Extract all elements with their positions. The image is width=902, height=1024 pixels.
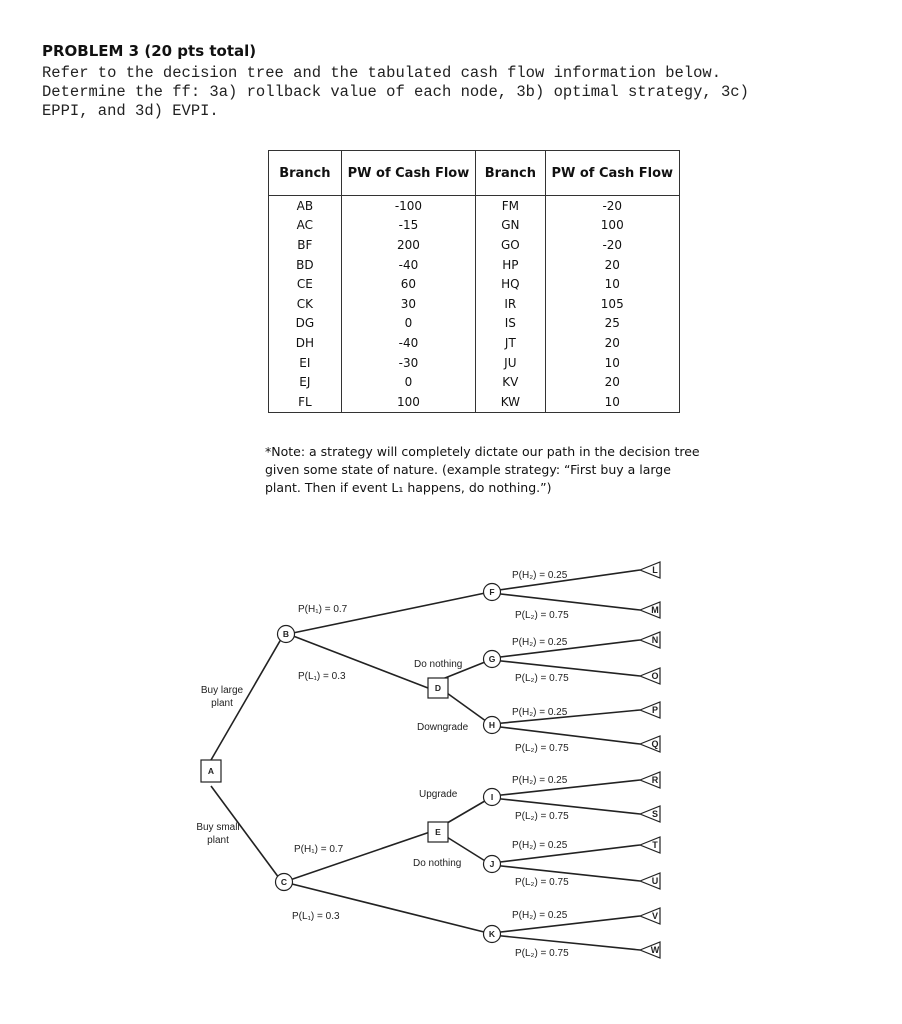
- do-nothing-d-label: Do nothing: [414, 659, 463, 670]
- pw-2-cell: 20: [545, 372, 679, 392]
- prob-l1-c: P(L₁) = 0.3: [292, 911, 340, 922]
- problem-title: PROBLEM 3 (20 pts total): [42, 42, 257, 60]
- buy-small-label-2: plant: [207, 835, 229, 846]
- svg-text:T: T: [652, 840, 658, 850]
- terminal-node-t: [640, 837, 660, 853]
- svg-text:S: S: [651, 809, 659, 819]
- prob-h2-j: P(H₂) = 0.25: [512, 840, 568, 851]
- branch-2-cell: JT: [476, 333, 545, 353]
- svg-text:P: P: [651, 705, 659, 715]
- prob-h1-b: P(H₁) = 0.7: [298, 604, 348, 615]
- table-row: [269, 294, 680, 314]
- chance-node-i: [484, 789, 501, 806]
- branch-1-cell: FL: [269, 392, 342, 412]
- table-row: [269, 216, 680, 236]
- terminal-node-r: [640, 772, 660, 788]
- upgrade-label: Upgrade: [419, 789, 458, 800]
- svg-text:J: J: [489, 859, 495, 869]
- buy-large-label-2: plant: [211, 698, 233, 709]
- pw-1-cell: 0: [341, 314, 475, 334]
- branch-2-cell: HP: [476, 255, 545, 275]
- prob-h1-c: P(H₁) = 0.7: [294, 844, 344, 855]
- branch-1-cell: BD: [269, 255, 342, 275]
- table-row: [269, 392, 680, 412]
- prob-h2-g: P(H₂) = 0.25: [512, 637, 568, 648]
- chance-node-h: [484, 717, 501, 734]
- downgrade-label: Downgrade: [417, 722, 469, 733]
- pw-1-cell: 100: [341, 392, 475, 412]
- chance-node-g: [484, 651, 501, 668]
- pw-1-cell: 200: [341, 235, 475, 255]
- pw-2-cell: 10: [545, 274, 679, 294]
- svg-text:D: D: [434, 683, 442, 693]
- terminal-node-m: [640, 602, 660, 618]
- chance-node-j: [484, 856, 501, 873]
- table-row: [269, 314, 680, 334]
- branch-2-cell: IS: [476, 314, 545, 334]
- table-row: [269, 372, 680, 392]
- svg-text:O: O: [651, 671, 659, 681]
- svg-text:Q: Q: [651, 739, 659, 749]
- terminal-node-n: [640, 632, 660, 648]
- pw-2-cell: -20: [545, 235, 679, 255]
- problem-statement: [42, 64, 749, 121]
- prob-l1-b: P(L₁) = 0.3: [298, 671, 346, 682]
- pw-1-cell: 60: [341, 274, 475, 294]
- branch-2-cell: JU: [476, 353, 545, 373]
- problem-line-3: EPPI, and 3d) EVPI.: [42, 102, 219, 120]
- pw-1-cell: -100: [341, 196, 475, 216]
- svg-text:B: B: [282, 629, 290, 639]
- table-body: [269, 196, 680, 413]
- branch-1-cell: DH: [269, 333, 342, 353]
- svg-text:K: K: [488, 929, 496, 939]
- branch-2-cell: KW: [476, 392, 545, 412]
- svg-text:F: F: [489, 587, 495, 597]
- branch-1-cell: CK: [269, 294, 342, 314]
- pw-2-cell: 20: [545, 333, 679, 353]
- pw-1-cell: 0: [341, 372, 475, 392]
- chance-node-c: [276, 874, 293, 891]
- prob-l2-j: P(L₂) = 0.75: [515, 877, 569, 888]
- branch-2-cell: GO: [476, 235, 545, 255]
- terminal-node-o: [640, 668, 660, 684]
- decision-node-e: [428, 822, 448, 842]
- decision-tree: [0, 560, 902, 960]
- svg-text:N: N: [651, 635, 659, 645]
- terminal-node-w: [640, 942, 660, 958]
- decision-node-d: [428, 678, 448, 698]
- pw-2-cell: 10: [545, 353, 679, 373]
- branch-2-cell: GN: [476, 216, 545, 236]
- branch-1-cell: DG: [269, 314, 342, 334]
- terminal-node-s: [640, 806, 660, 822]
- tree-branches: [211, 570, 640, 950]
- branch-2-cell: FM: [476, 196, 545, 216]
- branch-2-cell: IR: [476, 294, 545, 314]
- table-row: [269, 353, 680, 373]
- branch-1-cell: AC: [269, 216, 342, 236]
- svg-text:W: W: [650, 945, 660, 955]
- branch-2-cell: HQ: [476, 274, 545, 294]
- branch-1-cell: BF: [269, 235, 342, 255]
- pw-2-cell: 105: [545, 294, 679, 314]
- chance-node-b: [278, 626, 295, 643]
- strategy-note: *Note: a strategy will completely dictate our path in the decision tree given some state of nature. (example strategy: “First buy a large plant. Then if event L₁ happens, do nothing.”): [265, 444, 700, 495]
- chance-node-k: [484, 926, 501, 943]
- do-nothing-e-label: Do nothing: [413, 858, 462, 869]
- decision-node-a: [201, 760, 221, 782]
- pw-1-cell: 30: [341, 294, 475, 314]
- table-row: [269, 333, 680, 353]
- prob-l2-k: P(L₂) = 0.75: [515, 948, 569, 959]
- prob-l2-i: P(L₂) = 0.75: [515, 811, 569, 822]
- table-header-row: [269, 151, 680, 196]
- pw-2-cell: -20: [545, 196, 679, 216]
- terminal-node-v: [640, 908, 660, 924]
- svg-text:U: U: [651, 876, 659, 886]
- svg-text:V: V: [651, 911, 659, 921]
- problem-line-1: Refer to the decision tree and the tabulated cash flow information below.: [42, 64, 722, 82]
- pw-1-cell: -40: [341, 255, 475, 275]
- svg-text:A: A: [207, 766, 215, 776]
- prob-l2-f: P(L₂) = 0.75: [515, 610, 569, 621]
- prob-h2-f: P(H₂) = 0.25: [512, 570, 568, 581]
- pw-1-cell: -40: [341, 333, 475, 353]
- terminal-node-u: [640, 873, 660, 889]
- svg-text:I: I: [490, 792, 494, 802]
- pw-2-cell: 10: [545, 392, 679, 412]
- svg-text:H: H: [488, 720, 496, 730]
- branch-1-cell: EJ: [269, 372, 342, 392]
- buy-small-label-1: Buy small: [196, 822, 240, 833]
- pw-1-cell: -30: [341, 353, 475, 373]
- prob-l2-h: P(L₂) = 0.75: [515, 743, 569, 754]
- header-pw-2: PW of Cash Flow: [545, 151, 679, 196]
- branch-1-cell: AB: [269, 196, 342, 216]
- pw-2-cell: 100: [545, 216, 679, 236]
- svg-text:E: E: [435, 827, 441, 837]
- terminal-node-p: [640, 702, 660, 718]
- svg-text:M: M: [651, 605, 659, 615]
- prob-h2-h: P(H₂) = 0.25: [512, 707, 568, 718]
- pw-2-cell: 25: [545, 314, 679, 334]
- header-branch-2: Branch: [476, 151, 545, 196]
- prob-h2-i: P(H₂) = 0.25: [512, 775, 568, 786]
- svg-text:L: L: [652, 565, 658, 575]
- svg-text:G: G: [488, 654, 496, 664]
- header-branch-1: Branch: [269, 151, 342, 196]
- header-pw-1: PW of Cash Flow: [341, 151, 475, 196]
- terminal-node-l: [640, 562, 660, 578]
- terminal-node-q: [640, 736, 660, 752]
- pw-1-cell: -15: [341, 216, 475, 236]
- buy-large-label-1: Buy large: [200, 685, 244, 696]
- branch-2-cell: KV: [476, 372, 545, 392]
- table-row: [269, 235, 680, 255]
- svg-text:C: C: [280, 877, 288, 887]
- branch-labels: [196, 570, 569, 959]
- svg-text:R: R: [651, 775, 659, 785]
- prob-h2-k: P(H₂) = 0.25: [512, 910, 568, 921]
- table-row: [269, 274, 680, 294]
- prob-l2-g: P(L₂) = 0.75: [515, 673, 569, 684]
- cash-flow-table: [268, 150, 680, 413]
- problem-line-2: Determine the ff: 3a) rollback value of each node, 3b) optimal strategy, 3c): [42, 83, 749, 101]
- branch-1-cell: EI: [269, 353, 342, 373]
- table-row: [269, 255, 680, 275]
- branch-1-cell: CE: [269, 274, 342, 294]
- table-row: [269, 196, 680, 216]
- pw-2-cell: 20: [545, 255, 679, 275]
- chance-node-f: [484, 584, 501, 601]
